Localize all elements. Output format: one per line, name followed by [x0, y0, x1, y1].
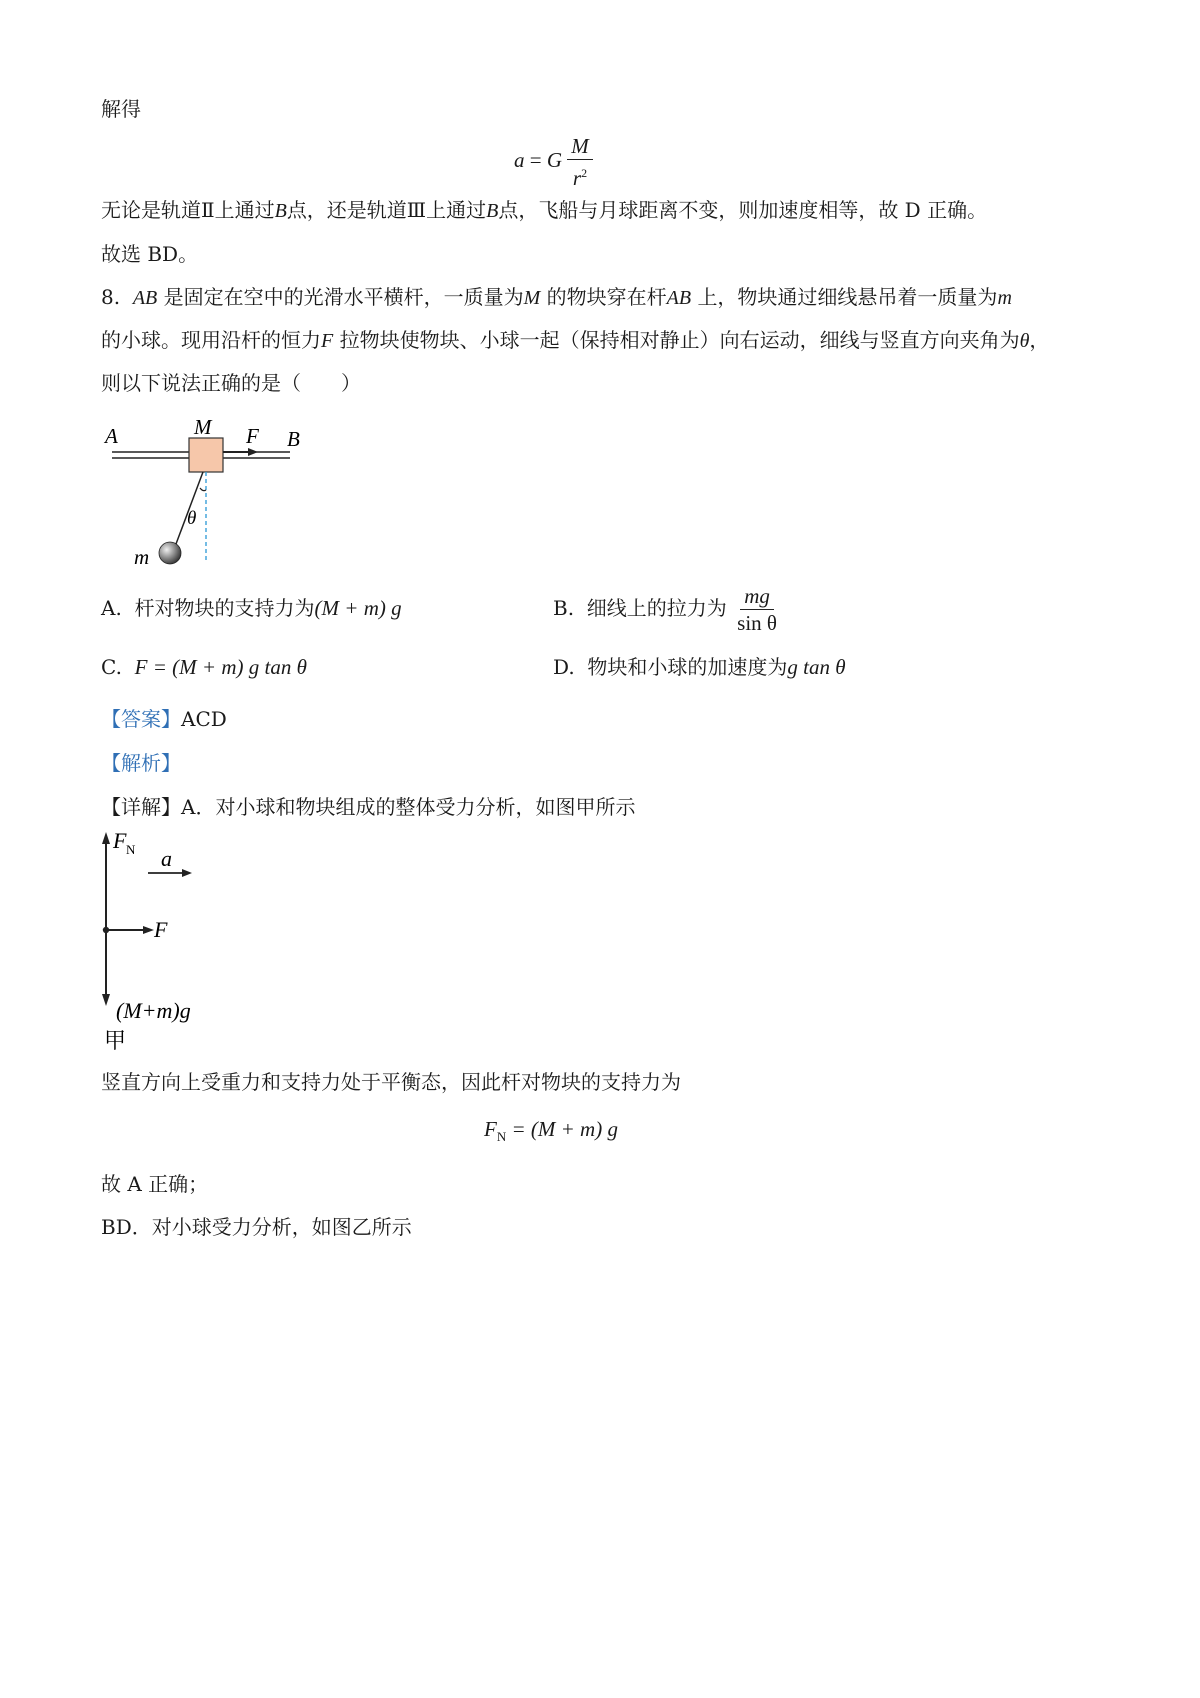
label-acceleration: a: [161, 846, 172, 871]
question-8-line-3: 则以下说法正确的是（ ）: [101, 371, 361, 395]
figure-caption-jia: 甲: [104, 1028, 127, 1053]
label-block-m: M: [194, 415, 212, 439]
label-theta: θ: [187, 508, 197, 529]
label-b: B: [287, 427, 300, 451]
question-8-line-2: 的小球。现用沿杆的恒力F 拉物块使物块、小球一起（保持相对静止）向右运动，细线与竖直方向夹角为θ，: [101, 328, 1050, 352]
analysis-tag: 【解析】: [101, 751, 181, 775]
fraction-m-over-r2: $\frac{M}{r^2}$: [567, 134, 593, 190]
option-d: D. 物块和小球的加速度为g tan θ: [553, 655, 846, 679]
option-a: A. 杆对物块的支持力为(M + m) g: [101, 596, 402, 620]
force-arrow-head: [248, 448, 258, 456]
answer-line: [101, 705, 227, 733]
block-m: [189, 438, 223, 472]
a-correct-line: 故 A 正确；: [101, 1172, 209, 1196]
question-8-line-1: 8. AB 是固定在空中的光滑水平横杆，一质量为M 的物块穿在杆AB 上，物块通过细线悬吊着一质量为m: [101, 285, 1012, 309]
weight-arrow-head: [102, 994, 110, 1006]
bd-analysis-line: BD．对小球受力分析，如图乙所示: [101, 1215, 412, 1239]
option-c: C. F = (M + m) g tan θ: [101, 655, 307, 679]
fraction-mg-over-sin: $\frac{mg}{\text{sin θ}}$: [737, 584, 777, 635]
force-f-arrow-head: [143, 926, 154, 934]
label-force-f: F: [246, 424, 259, 448]
option-b: B. 细线上的拉力为 $\frac{mg}{\text{sin θ}}$: [553, 584, 781, 635]
answer-value: ACD: [181, 707, 227, 731]
answer-tag: 【答案】: [101, 707, 181, 731]
equation-acceleration: a = G $\frac{M}{r^2}$: [514, 134, 593, 190]
label-normal-force-subscript: N: [126, 842, 136, 857]
figure-rod-block-pendulum: [100, 410, 320, 575]
acceleration-arrow-head: [182, 869, 192, 877]
angle-arc: [200, 488, 206, 491]
normal-force-arrow-head: [102, 832, 110, 844]
balance-text: 竖直方向上受重力和支持力处于平衡态，因此杆对物块的支持力为: [101, 1070, 681, 1094]
detail-line: 【详解】A．对小球和物块组成的整体受力分析，如图甲所示: [101, 795, 636, 819]
choice-conclusion: 故选 BD。: [101, 242, 199, 266]
label-normal-force: F: [113, 828, 127, 853]
label-ball-m: m: [134, 545, 150, 569]
solve-label: 解得: [101, 97, 141, 121]
figure-force-diagram-jia: [96, 826, 276, 1056]
paragraph-d-conclusion: 无论是轨道Ⅱ上通过B点，还是轨道Ⅲ上通过B点，飞船与月球距离不变，则加速度相等，故 D 正确。: [101, 198, 988, 222]
label-force-f: F: [154, 917, 168, 942]
label-a: A: [105, 424, 118, 448]
ball-m: [159, 542, 181, 564]
equation-normal-force: $F_N = (M + m)$ g: [484, 1117, 618, 1145]
label-weight: (M+m)g: [116, 998, 191, 1023]
